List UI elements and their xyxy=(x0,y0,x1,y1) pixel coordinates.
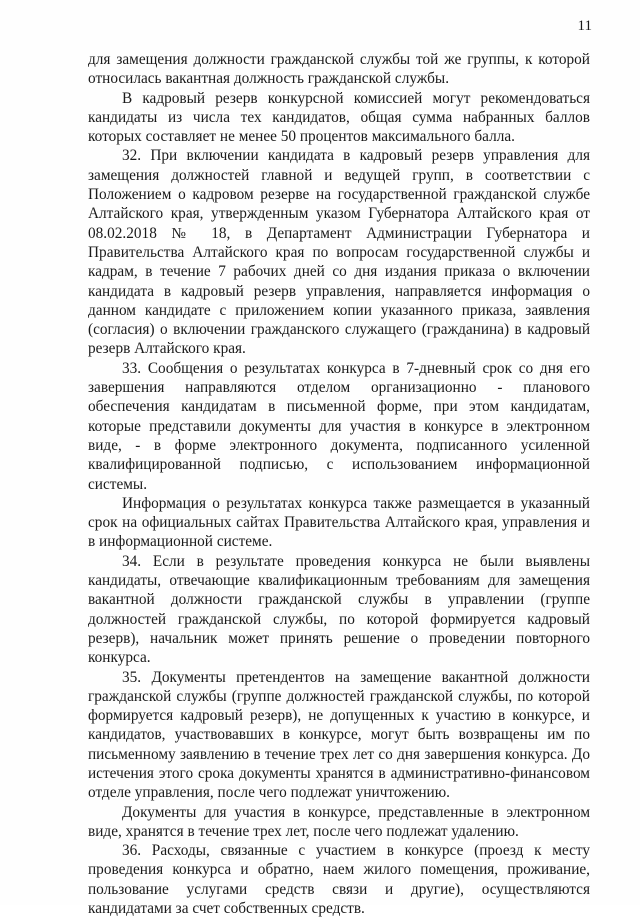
paragraph-item-32: 32. При включении кандидата в кадровый резерв управления для замещения должностей главной и ведущей групп, в соответствии с Положением о кадровом резерве на государственной гражданской службе Алтайского края, утвержденным указом Губернатора Алтайского края от 08.02.2018 № 18, в Департамент Администрации Губернатора и Правительства Алтайского края по вопросам государственной службы и кадрам, в течение 7 рабочих дней со дня издания приказа о включении кандидата в кадровый резерв управления, направляется информация о данном кандидате с приложением копии указанного приказа, заявления (согласия) о включении гражданского служащего (гражданина) в кадровый резерв Алтайского края. xyxy=(88,147,590,358)
paragraph-item-36: 36. Расходы, связанные с участием в конкурсе (проезд к месту проведения конкурса и обратно, наем жилого помещения, проживание, пользование услугами средств связи и другие), осуществляются кандидатами за счет собственных средств. xyxy=(88,842,590,918)
paragraph-reserve-recommendation: В кадровый резерв конкурсной комиссией могут рекомендоваться кандидаты из числа тех кандидатов, общая сумма набранных баллов которых составляет не менее 50 процентов максимального балла. xyxy=(88,89,590,146)
paragraph-results-publication: Информация о результатах конкурса также размещается в указанный срок на официальных сайтах Правительства Алтайского края, управления и в информационной системе. xyxy=(88,494,590,551)
paragraph-item-33: 33. Сообщения о результатах конкурса в 7-дневный срок со дня его завершения направляются отделом организационно - планового обеспечения кандидатам в письменной форме, при этом кандидатам, которые представили документы для участия в конкурсе в электронном виде, - в форме электронного документа, подписанного усиленной квалифицированной подписью, с использованием информационной системы. xyxy=(88,359,590,493)
paragraph-electronic-documents: Документы для участия в конкурсе, представленные в электронном виде, хранятся в течение трех лет, после чего подлежат удалению. xyxy=(88,803,590,840)
paragraph-item-35: 35. Документы претендентов на замещение вакантной должности гражданской службы (группе должностей гражданской службы, по которой формируется кадровый резерв), не допущенных к участию в конкурсе, и кандидатов, участвовавших в конкурсе, могут быть возвращены им по письменному заявлению в течение трех лет со дня завершения конкурса. До истечения этого срока документы хранятся в административно-финансовом отделе управления, после чего подлежат уничтожению. xyxy=(88,668,590,802)
document-body xyxy=(88,50,590,918)
page-number: 11 xyxy=(577,18,592,34)
paragraph-item-34: 34. Если в результате проведения конкурса не были выявлены кандидаты, отвечающие квалификационным требованиям для замещения вакантной должности гражданской службы в управлении (группе должностей гражданской службы, по которой формируется кадровый резерв), начальник может принять решение о проведении повторного конкурса. xyxy=(88,552,590,667)
paragraph-continuation: для замещения должности гражданской службы той же группы, к которой относилась вакантная должность гражданской службы. xyxy=(88,51,590,88)
